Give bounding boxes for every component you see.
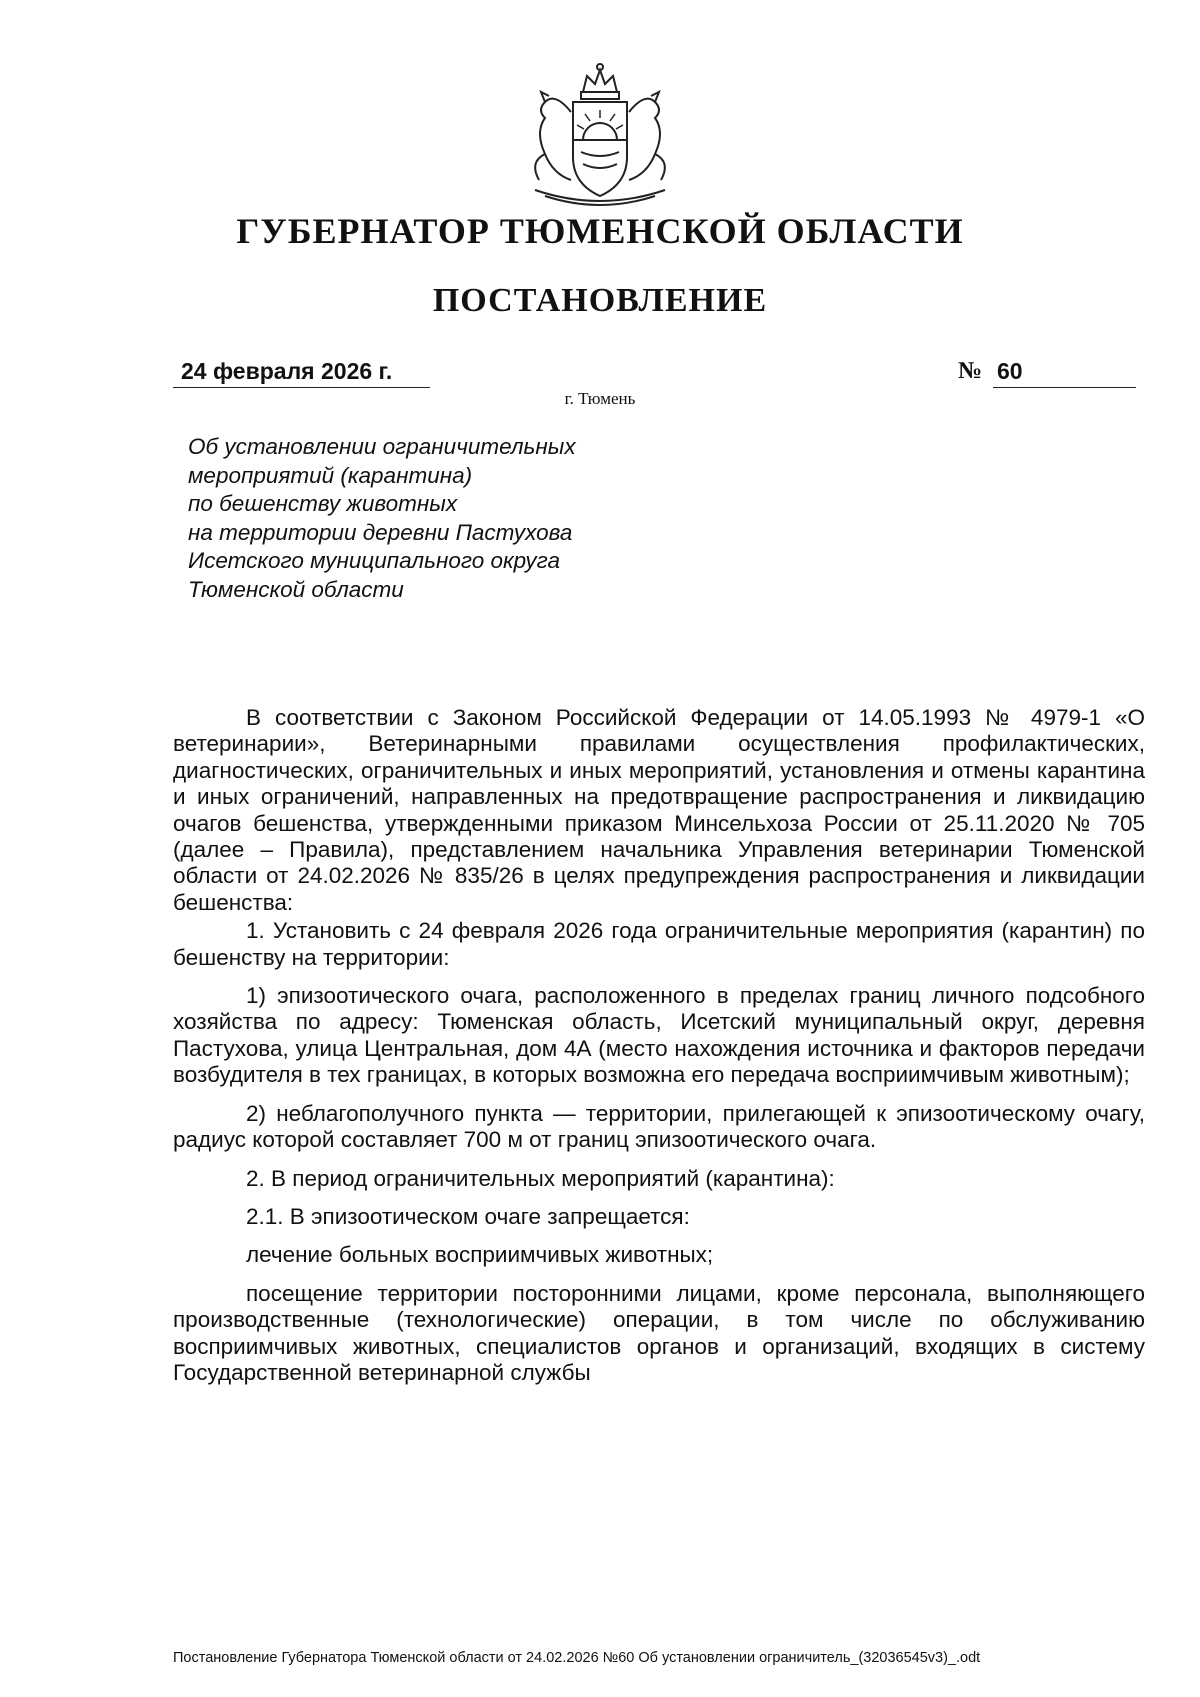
number-sign: № (958, 358, 983, 384)
document-number: 60 (993, 356, 1136, 388)
title-line: мероприятий (карантина) (188, 462, 473, 488)
title-line: Тюменской области (188, 576, 404, 602)
title-line: Об установлении ограничительных (188, 434, 576, 459)
paragraph-item-2: 2. В период ограничительных мероприятий (карантина): (246, 1165, 835, 1191)
document-title (188, 433, 788, 604)
title-line: по бешенству животных (188, 491, 458, 516)
paragraph-item-2-1: 2.1. В эпизоотическом очаге запрещается: (246, 1203, 690, 1229)
file-footer: Постановление Губернатора Тюменской области от 24.02.2026 №60 Об установлении ограничитель_(32036545v3)_.odt (173, 1650, 981, 1666)
paragraph-preamble: В соответствии с Законом Российской Федерации от 14.05.1993 № 4979-1 «О ветеринарии», Ветеринарными правилами осуществления профилактических, диагностических, ограничительных и иных мероприятий, установления и отмены карантина и иных ограничений, направленных на предотвращение распространения и ликвидацию очагов бешенства, утвержденными приказом Минсельхоза России от 25.11.2020 № 705 (далее – Правила), представлением начальника Управления ветеринарии Тюменской области от 24.02.2026 № 835/26 в целях предупреждения распространения и ликвидации бешенства: (173, 705, 1145, 915)
document-type: ПОСТАНОВЛЕНИЕ (432, 282, 768, 319)
document-body (173, 705, 1145, 1386)
paragraph-item-1-2: 2) неблагополучного пункта — территории, прилегающей к эпизоотическому очагу, радиус которой составляет 700 м от границ эпизоотического очага. (173, 1100, 1145, 1153)
paragraph-prohibition-1: лечение больных восприимчивых животных; (246, 1242, 714, 1268)
document-date: 24 февраля 2026 г. (173, 356, 430, 388)
tyumen-region-coat-of-arms-icon (515, 62, 685, 212)
title-line: на территории деревни Пастухова (188, 519, 573, 545)
title-line: Исетского муниципального округа (188, 548, 560, 573)
paragraph-item-1: 1. Установить с 24 февраля 2026 года ограничительные мероприятия (карантин) по бешенству на территории: (173, 918, 1145, 970)
issuing-authority: ГУБЕРНАТОР ТЮМЕНСКОЙ ОБЛАСТИ (236, 211, 964, 251)
paragraph-item-1-1: 1) эпизоотического очага, расположенного в пределах границ личного подсобного хозяйства по адресу: Тюменская область, Исетский муниципальный округ, деревня Пастухова, улица Центральная, дом 4А (место нахождения источника и факторов передачи возбудителя в тех границах, в которых возможна его передача восприимчивым животным); (173, 983, 1145, 1088)
paragraph-prohibition-2: посещение территории посторонними лицами, кроме персонала, выполняющего производственные (технологические) операции, в том числе по обслуживанию восприимчивых животных, специалистов органов и организаций, входящих в систему Государственной ветеринарной службы (173, 1280, 1145, 1385)
city-of-issue: г. Тюмень (564, 389, 636, 408)
